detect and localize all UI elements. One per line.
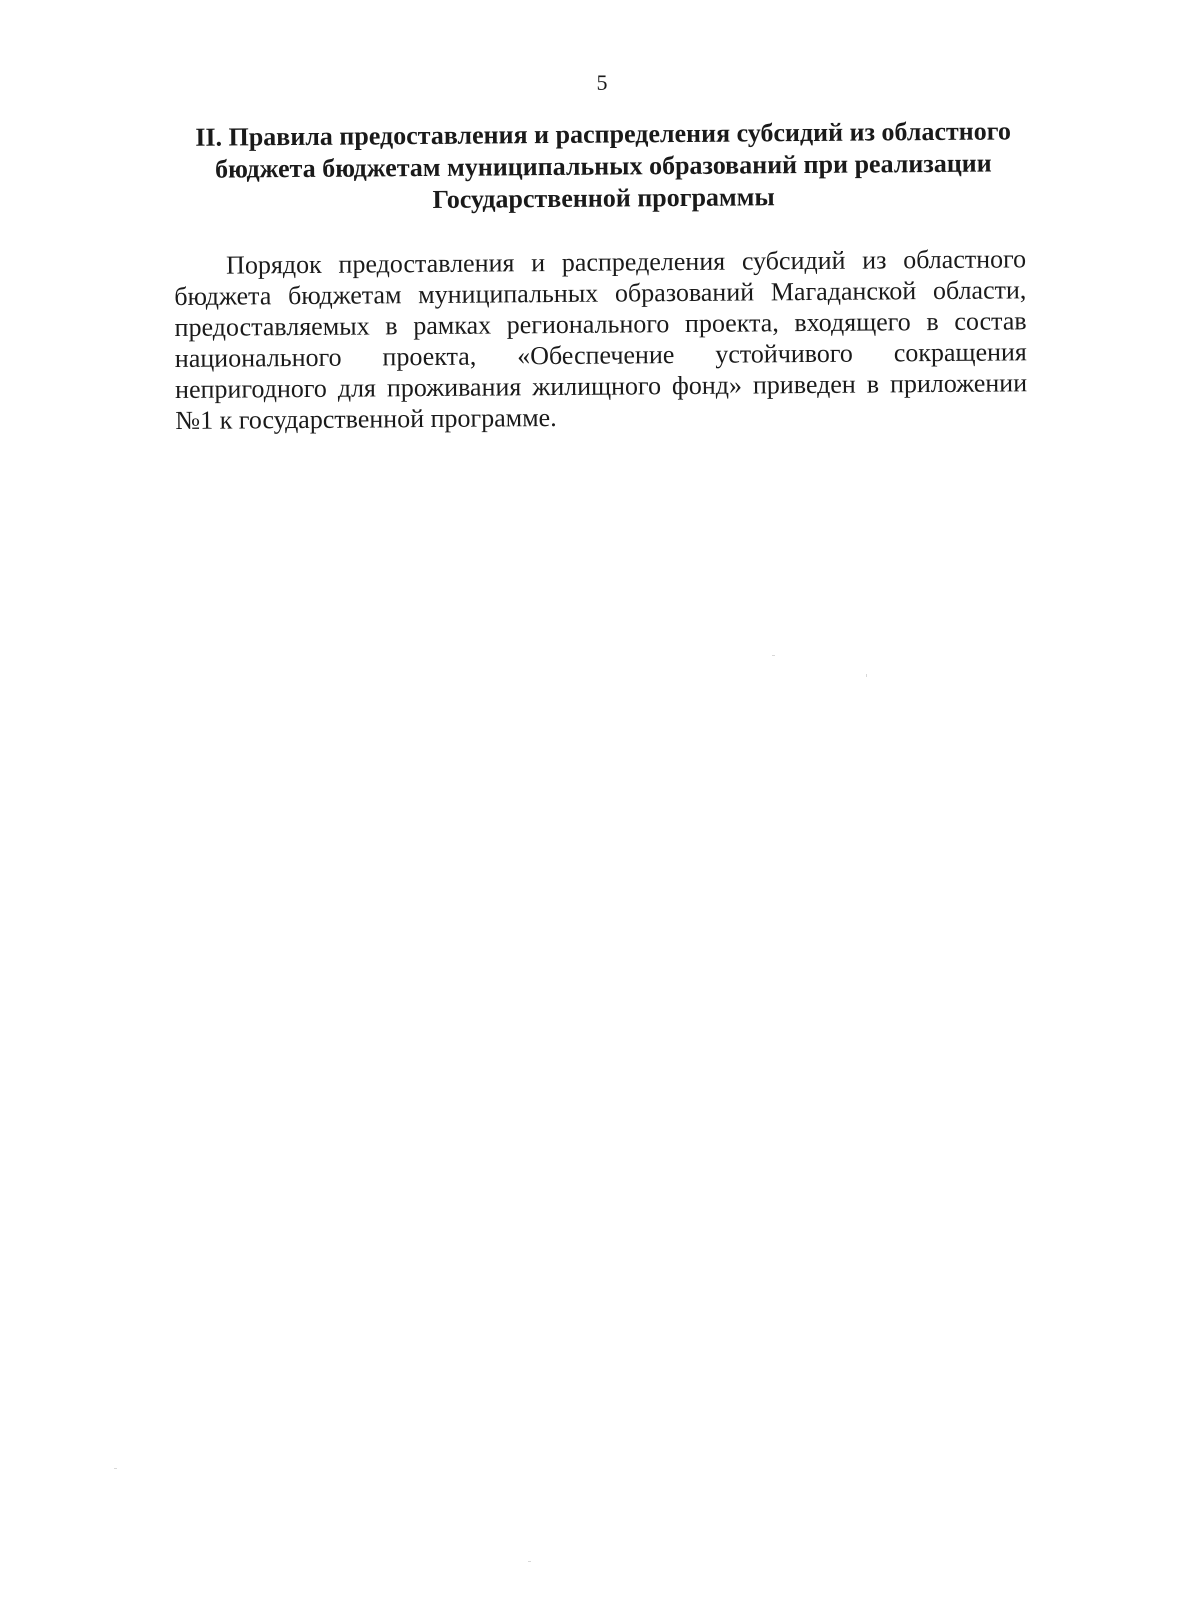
scan-speck	[528, 1561, 531, 1562]
scan-speck	[772, 655, 775, 656]
page-number: 5	[596, 70, 608, 95]
scan-speck	[114, 1468, 117, 1469]
body-paragraph: Порядок предоставления и распределения субсидий из областного бюджета бюджетам муниципальных образований Магаданской области, предоставляемых в рамках регионального проекта, входящего в состав национального проекта, «Обеспечение устойчивого сокращения непригодного для проживания жилищного фонд» приведен в приложении №1 к государственной программе.	[174, 244, 1028, 435]
scan-speck	[866, 674, 867, 677]
section-heading: II. Правила предоставления и распределения субсидий из областного бюджета бюджетам муниципальных образований при реализации Государственной программы	[195, 116, 1011, 214]
